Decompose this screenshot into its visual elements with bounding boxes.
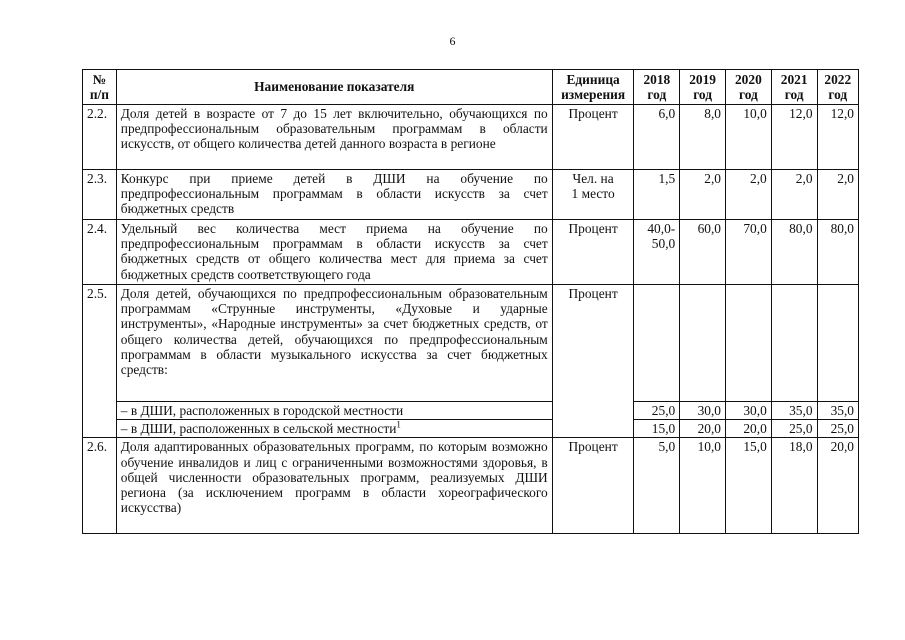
empty-cell [634,285,680,402]
value-2018: 15,0 [634,420,680,438]
empty-cell [817,285,858,402]
row-number: 2.4. [83,220,117,285]
value-2019: 8,0 [680,105,726,170]
header-year-2018: 2018 год [634,70,680,105]
value-2022: 12,0 [817,105,858,170]
footnote-mark: 1 [396,419,401,430]
row-number: 2.6. [83,438,117,534]
subname-text: – в ДШИ, расположенных в сельской местности [120,421,397,437]
value-2018: 40,0- 50,0 [634,220,680,285]
indicator-unit: Процент [552,285,634,438]
value-2018: 5,0 [634,438,680,534]
header-name: Наименование показателя [116,70,552,105]
page-number: 6 [449,34,456,48]
table-subrow [83,420,859,438]
indicator-name: Доля адаптированных образовательных программ, по которым возможно обучение инвалидов и лиц с ограниченными возможностями здоровья, в общей численности образовательных программ, реализуемых ДШИ региона (за исключением программ в области хореографического искусства) [116,438,552,534]
indicator-unit: Процент [552,220,634,285]
indicator-name: Доля детей в возрасте от 7 до 15 лет включительно, обучающихся по предпрофессиональным образовательным программам в области искусств, от общего количества детей данного возраста в регионе [116,105,552,170]
value-2020: 70,0 [726,220,772,285]
indicator-name: Удельный вес количества мест приема на обучение по предпрофессиональным программам в области искусств за счет бюджетных средств от общего количества мест для приема за счет бюджетных средств соответствующего года [116,220,552,285]
header-year-2022: 2022 год [817,70,858,105]
table-row [83,170,859,220]
value-2022: 25,0 [817,420,858,438]
table-subrow [83,402,859,420]
value-2020: 15,0 [726,438,772,534]
header-year-2019: 2019 год [680,70,726,105]
table-row [83,285,859,402]
value-2022: 20,0 [817,438,858,534]
header-year-2021: 2021 год [771,70,817,105]
row-number: 2.3. [83,170,117,220]
value-2021: 25,0 [771,420,817,438]
row-number: 2.5. [83,285,117,438]
value-2022: 80,0 [817,220,858,285]
value-2019: 30,0 [680,402,726,420]
value-2021: 35,0 [771,402,817,420]
value-2021: 80,0 [771,220,817,285]
table-row [83,220,859,285]
empty-cell [726,285,772,402]
value-2019: 10,0 [680,438,726,534]
value-2020: 2,0 [726,170,772,220]
empty-cell [680,285,726,402]
indicator-subname: – в ДШИ, расположенных в городской местности [116,402,552,420]
header-unit: Единица измерения [552,70,634,105]
value-2021: 2,0 [771,170,817,220]
value-2020: 10,0 [726,105,772,170]
value-2022: 2,0 [817,170,858,220]
indicator-unit: Процент [552,438,634,534]
row-number: 2.2. [83,105,117,170]
empty-cell [771,285,817,402]
value-2019: 60,0 [680,220,726,285]
value-2020: 20,0 [726,420,772,438]
value-2022: 35,0 [817,402,858,420]
value-2019: 2,0 [680,170,726,220]
table-row [83,438,859,534]
table-header-row [83,70,859,105]
indicator-subname [116,420,552,438]
value-2018: 1,5 [634,170,680,220]
value-2018: 25,0 [634,402,680,420]
indicator-unit: Чел. на 1 место [552,170,634,220]
value-2021: 18,0 [771,438,817,534]
indicator-name: Доля детей, обучающихся по предпрофессиональным образовательным программам «Струнные инструменты, «Духовые и ударные инструменты», «Народные инструменты» за счет бюджетных средств, от общего количества детей, обучающихся по предпрофессиональным программам в области музыкального искусства за счет бюджетных средств: [116,285,552,402]
value-2020: 30,0 [726,402,772,420]
indicator-name: Конкурс при приеме детей в ДШИ на обучение по предпрофессиональным программам в области искусств за счет бюджетных средств [116,170,552,220]
indicators-table [82,69,859,534]
table-row [83,105,859,170]
value-2019: 20,0 [680,420,726,438]
indicator-unit: Процент [552,105,634,170]
value-2018: 6,0 [634,105,680,170]
header-year-2020: 2020 год [726,70,772,105]
value-2021: 12,0 [771,105,817,170]
header-num: № п/п [83,70,117,105]
